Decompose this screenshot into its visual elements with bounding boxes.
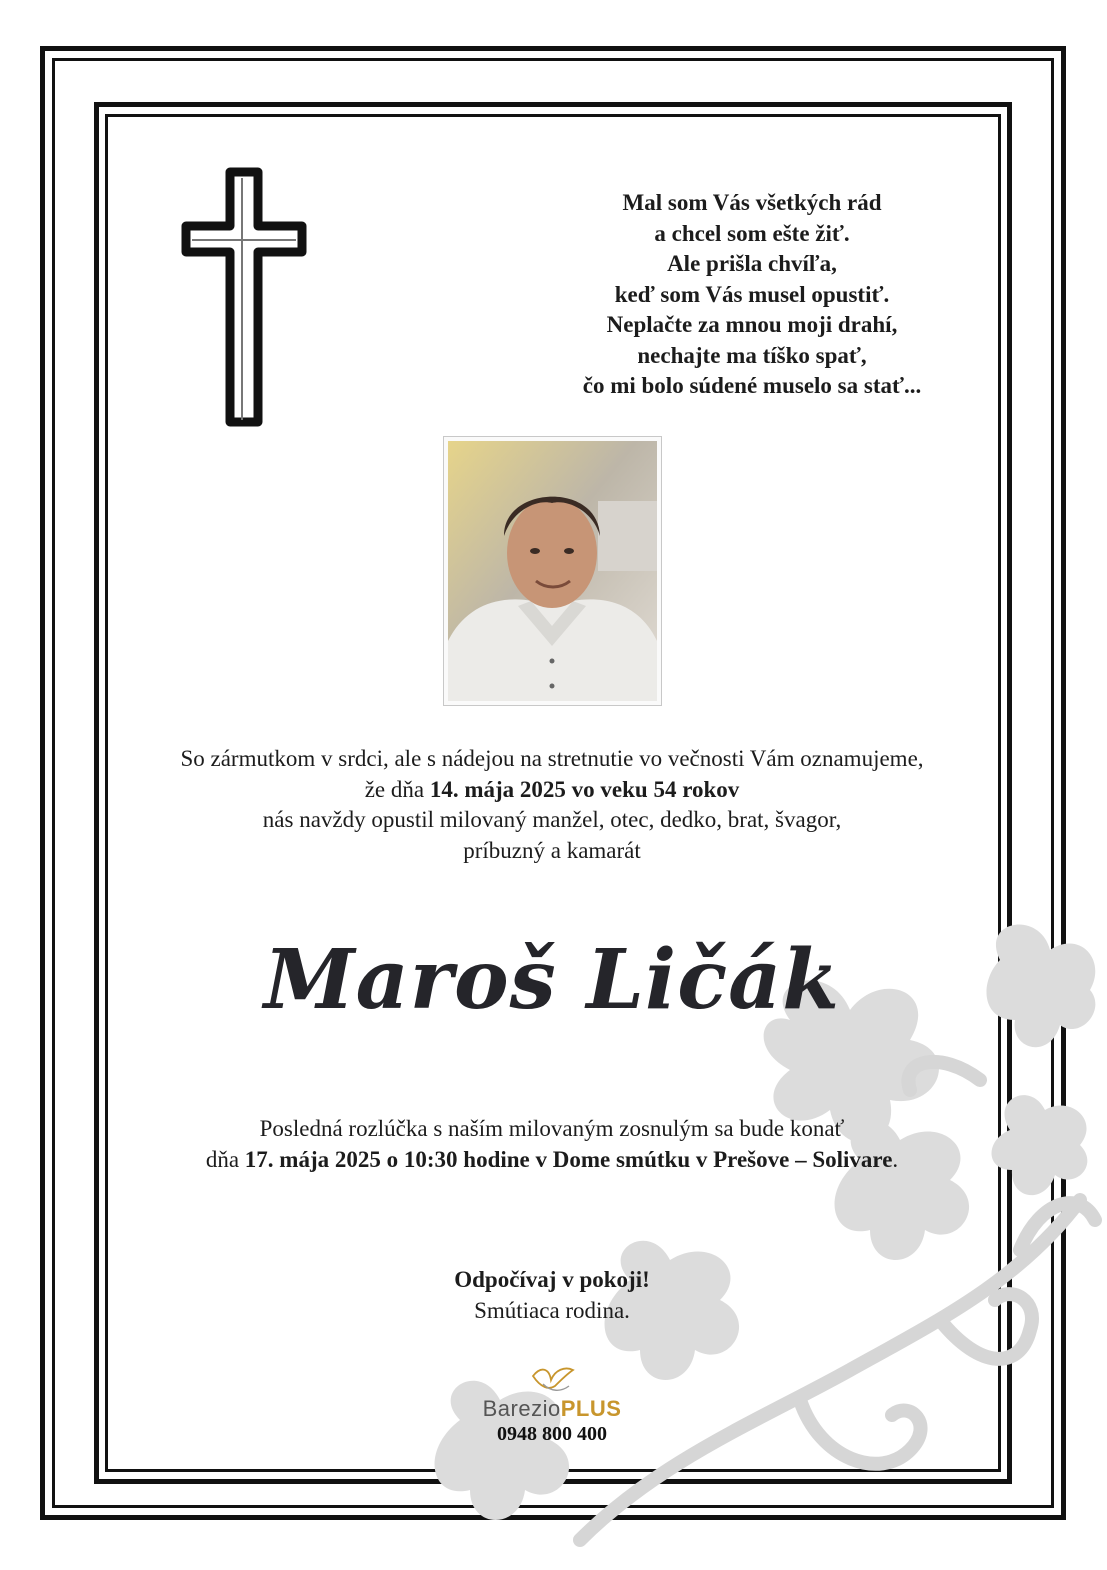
poem-line: nechajte ma tíško spať, — [637, 342, 867, 368]
closing-block — [100, 1264, 1004, 1326]
poem-line: Neplačte za mnou moji drahí, — [606, 312, 898, 337]
farewell-text — [100, 1264, 1004, 1295]
announcement-line: príbuzný a kamarát — [463, 837, 641, 863]
announcement-date-age: 14. mája 2025 vo veku 54 rokov — [429, 776, 740, 802]
cross-icon — [180, 166, 310, 428]
memorial-poem — [540, 188, 964, 402]
agency-name — [452, 1396, 652, 1422]
portrait-image — [448, 441, 657, 701]
agency-logo — [452, 1362, 652, 1446]
announcement-line — [100, 775, 1004, 806]
poem-line: Ale prišla chvíľa, — [667, 251, 837, 276]
announcement-line: So zármutkom v srdci, ale s nádejou na stretnutie vo večnosti Vám oznamujeme, — [180, 746, 924, 771]
portrait-photo — [443, 436, 662, 706]
funeral-line — [100, 1144, 1004, 1175]
poem-line: keď som Vás musel opustiť. — [614, 281, 890, 307]
agency-name-plus: PLUS — [560, 1396, 622, 1421]
death-announcement — [100, 744, 1004, 866]
announcement-line: nás navždy opustil milovaný manžel, otec, dedko, brat, švagor, — [262, 807, 842, 832]
poem-line: a chcel som ešte žiť. — [654, 220, 850, 246]
agency-name-main: Barezio — [482, 1396, 561, 1421]
dove-icon — [529, 1362, 575, 1396]
funeral-line: Posledná rozlúčka s naším milovaným zosnulým sa bude konať — [259, 1116, 845, 1141]
funeral-text: . — [892, 1147, 899, 1172]
funeral-details — [100, 1113, 1004, 1175]
poem-line: Mal som Vás všetkých rád — [622, 190, 882, 215]
family-signature: Smútiaca rodina. — [474, 1298, 630, 1323]
farewell-bold: Odpočívaj v pokoji! — [454, 1267, 650, 1292]
agency-phone: 0948 800 400 — [497, 1423, 607, 1445]
poem-line: čo mi bolo súdené muselo sa stať... — [582, 373, 922, 398]
funeral-text: dňa — [205, 1147, 245, 1172]
announcement-text: že dňa — [364, 776, 430, 802]
deceased-name: Maroš Ličák — [263, 932, 841, 1028]
funeral-date-place: 17. mája 2025 o 10:30 hodine v Dome smútku v Prešove – Solivare — [244, 1147, 893, 1172]
